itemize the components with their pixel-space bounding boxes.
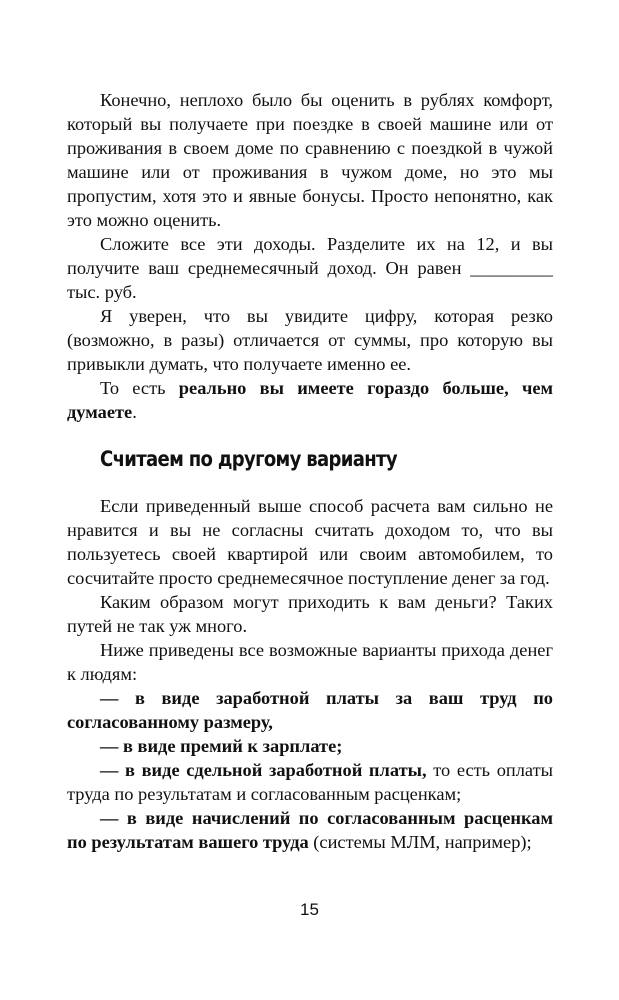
paragraph: Если приведенный выше способ расчета вам сильно не нравится и вы не согласны считать доходом то, что вы пользуетесь своей квартирой или своим автомобилем, то сосчитайте просто среднемесячное поступление денег за год. (67, 496, 553, 588)
bold-text: — в виде начислений по согласованным расценкам по результатам вашего труда (67, 808, 553, 852)
paragraph (67, 376, 553, 424)
paragraph-text: То есть (100, 378, 179, 398)
list-item (67, 686, 553, 734)
page-number: 15 (300, 900, 319, 919)
paragraph: Каким образом могут приходить к вам деньги? Таких путей не так уж много. (67, 592, 553, 636)
bold-text: — в виде заработной платы за ваш труд по согласованному размеру, (67, 688, 553, 732)
text-block-bottom (67, 494, 553, 854)
text-block-top (67, 88, 553, 424)
list-item (67, 758, 553, 806)
list-item (67, 806, 553, 854)
paragraph: Я уверен, что вы увидите цифру, которая резко (возможно, в разы) отличается от суммы, про которую вы привыкли думать, что получаете именно ее. (67, 306, 553, 374)
paragraph: Ниже приведены все возможные варианты прихода денег к людям: (67, 640, 553, 684)
paragraph: Сложите все эти доходы. Разделите их на 12, и вы получите ваш среднемесячный доход. Он равен _________ тыс. руб. (67, 234, 553, 302)
bold-text: — в виде сдельной заработной платы, (100, 760, 427, 780)
paragraph-text: то есть оплаты труда по результатам и согласованным расценкам; (67, 760, 553, 804)
bold-text: — в виде премий к зарплате; (100, 736, 343, 756)
list-item (67, 734, 553, 758)
paragraph-text: . (132, 402, 137, 422)
bold-text: реально вы имеете гораздо больше, чем думаете (67, 378, 554, 422)
paragraph-text: (системы МЛМ, например); (308, 832, 532, 852)
paragraph: Конечно, неплохо было бы оценить в рублях комфорт, который вы получаете при поездке в своей машине или от проживания в своем доме по сравнению с поездкой в чужой машине или от проживания в чужом доме, но это мы пропустим, хотя это и явные бонусы. Просто непонятно, как это можно оценить. (67, 90, 553, 230)
section-heading: Считаем по другому варианту (100, 447, 397, 471)
